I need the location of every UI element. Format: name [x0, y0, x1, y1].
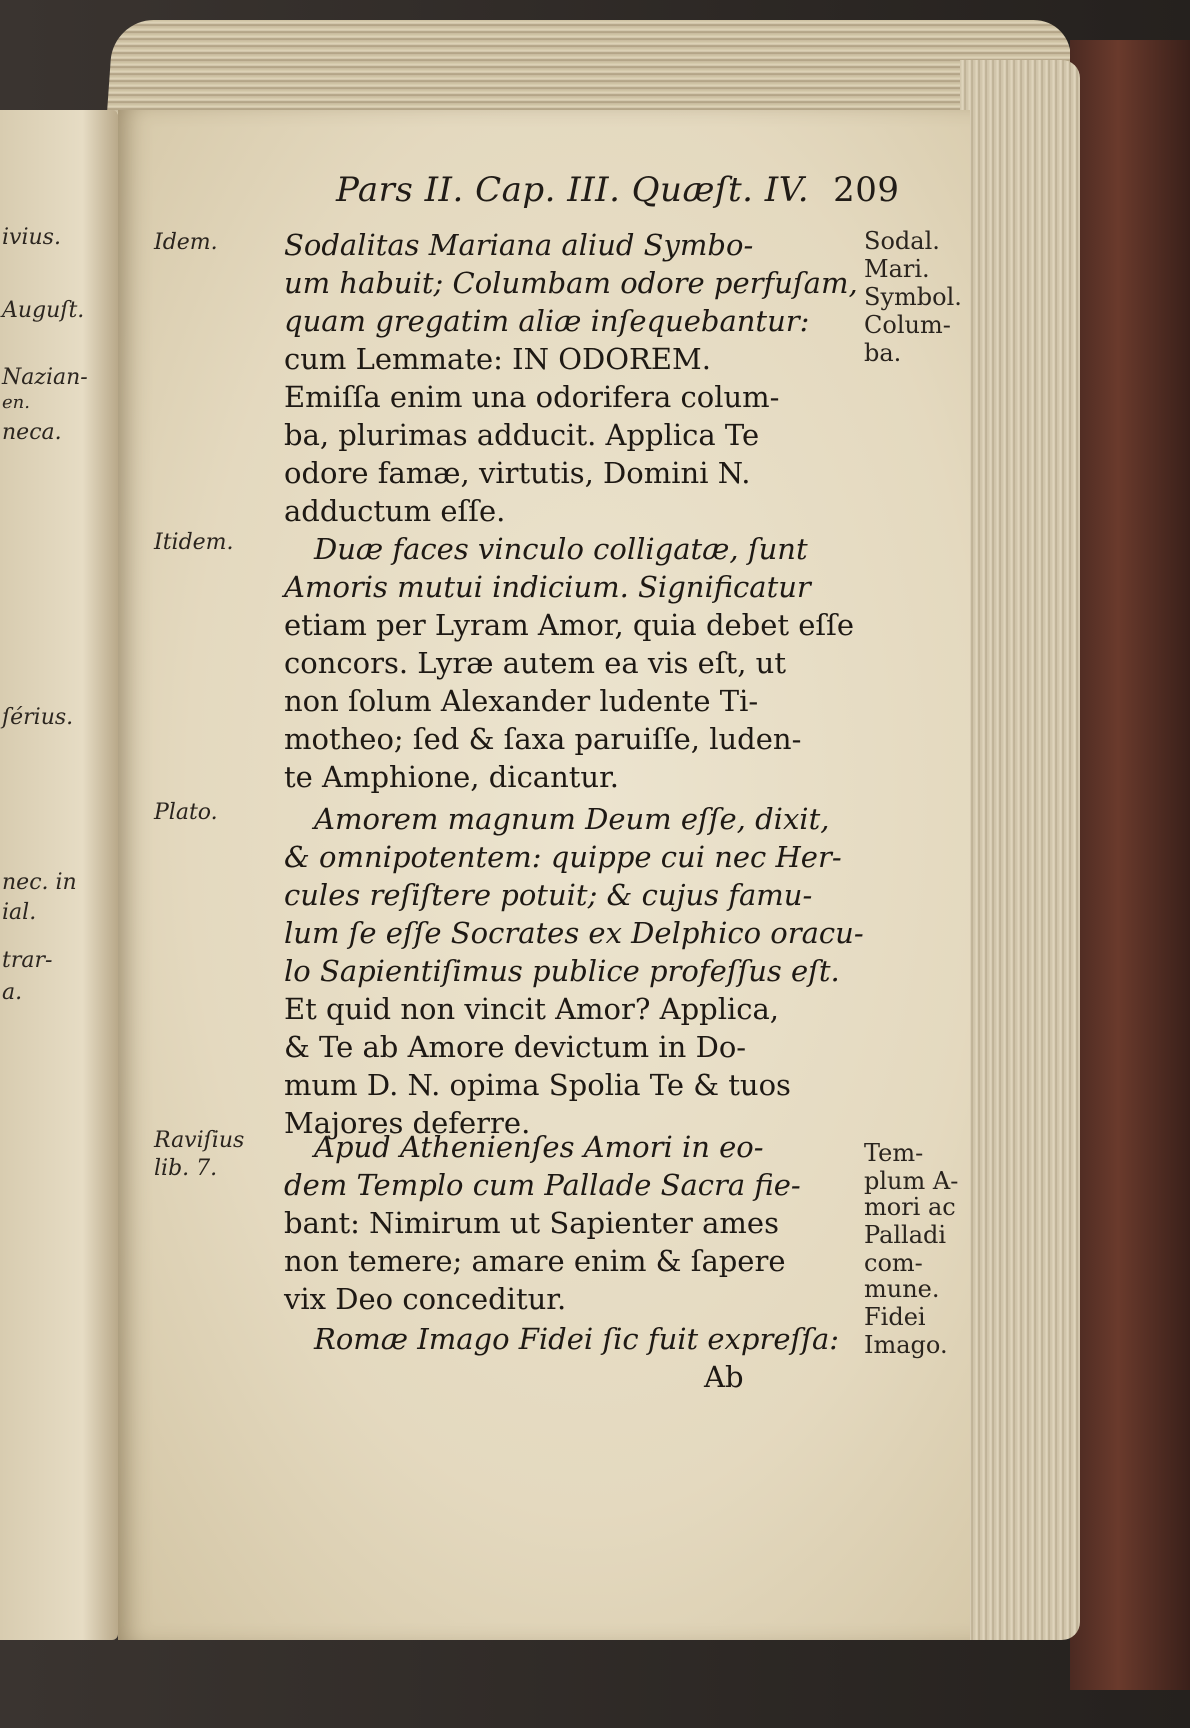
right-page [118, 110, 970, 1640]
left-page-note: a. [2, 980, 23, 1005]
left-margin-note: Itidem. [154, 530, 234, 555]
left-page-note: nec. in [2, 870, 77, 895]
body-line: odore famæ, virtutis, Domini N. [284, 456, 751, 490]
left-margin-note: lib. 7. [154, 1156, 218, 1181]
right-margin-note: Palladi [864, 1221, 947, 1249]
body-line: um habuit; Columbam odore perfuſam, [284, 266, 858, 300]
body-line: Apud Athenienſes Amori in eo- [314, 1130, 764, 1164]
body-line: cules reſiſtere potuit; & cujus famu- [284, 878, 813, 912]
body-line: Duæ faces vinculo colligatæ, ſunt [314, 532, 808, 566]
left-page-note: ial. [2, 900, 37, 925]
right-margin-note: Colum- [864, 311, 951, 339]
left-page-note: Nazian- [2, 365, 88, 390]
body-line: non temere; amare enim & ſapere [284, 1244, 786, 1278]
right-margin-note: mori ac [864, 1193, 956, 1221]
catchword: Ab [704, 1360, 744, 1394]
body-line: quam gregatim aliæ inſequebantur: [284, 304, 810, 338]
left-facing-page [0, 110, 118, 1640]
body-line: te Amphione, dicantur. [284, 760, 620, 794]
body-line: Amoris mutui indicium. Significatur [284, 570, 811, 604]
left-page-note: ſérius. [2, 705, 74, 730]
body-line: Et quid non vincit Amor? Applica, [284, 992, 779, 1026]
body-line: & omnipotentem: quippe cui nec Her- [284, 840, 842, 874]
body-line: bant: Nimirum ut Sapienter ames [284, 1206, 779, 1240]
right-margin-note: Fidei [864, 1303, 926, 1331]
right-margin-note: Mari. [864, 255, 930, 283]
right-margin-note: Tem- [864, 1139, 924, 1167]
left-page-note: trar- [2, 948, 53, 973]
left-margin-note: Raviſius [154, 1128, 245, 1153]
body-line: cum Lemmate: IN ODOREM. [284, 342, 711, 376]
body-line: Majores deferre. [284, 1106, 531, 1140]
body-line: etiam per Lyram Amor, quia debet eſſe [284, 608, 855, 642]
right-margin-note: com- [864, 1249, 923, 1277]
page-number: 209 [833, 170, 900, 210]
left-page-note: neca. [2, 420, 62, 445]
body-line: motheo; ſed & ſaxa paruiſſe, luden- [284, 722, 802, 756]
body-line: lum ſe eſſe Socrates ex Delphico oracu- [284, 916, 864, 950]
body-line: Emiſſa enim una odorifera colum- [284, 380, 780, 414]
body-line: Amorem magnum Deum eſſe, dixit, [314, 802, 830, 836]
right-margin-note: Sodal. [864, 227, 940, 255]
right-margin-note: ba. [864, 339, 902, 367]
book-top-edge [107, 20, 1074, 120]
left-margin-note: Idem. [154, 230, 218, 255]
right-margin-note: mune. [864, 1275, 940, 1303]
left-page-note: Auguſt. [2, 298, 85, 323]
right-margin-note: Symbol. [864, 283, 962, 311]
body-line: adductum eſſe. [284, 494, 506, 528]
body-line: & Te ab Amore devictum in Do- [284, 1030, 747, 1064]
right-margin-note: plum A- [864, 1167, 959, 1195]
left-page-note: ivius. [2, 225, 61, 250]
body-line: ba, plurimas adducit. Applica Te [284, 418, 760, 452]
body-line: Romæ Imago Fidei ſic fuit expreſſa: [314, 1322, 840, 1356]
right-margin-note: Imago. [864, 1331, 948, 1359]
left-page-note: en. [2, 392, 30, 413]
left-margin-note: Plato. [154, 800, 218, 825]
page-edges [960, 60, 1080, 1640]
body-line: mum D. N. opima Spolia Te & tuos [284, 1068, 791, 1102]
body-line: vix Deo conceditur. [284, 1282, 567, 1316]
body-line: dem Templo cum Pallade Sacra fie- [284, 1168, 801, 1202]
running-title: Pars II. Cap. III. Quæſt. IV. [336, 170, 810, 210]
body-line: concors. Lyræ autem ea vis eſt, ut [284, 646, 786, 680]
book-binding [1070, 40, 1190, 1690]
running-header [336, 170, 900, 210]
body-line: non ſolum Alexander ludente Ti- [284, 684, 759, 718]
body-line: lo Sapientiſimus publice profeſſus eſt. [284, 954, 840, 988]
body-line: Sodalitas Mariana aliud Symbo- [284, 228, 754, 262]
